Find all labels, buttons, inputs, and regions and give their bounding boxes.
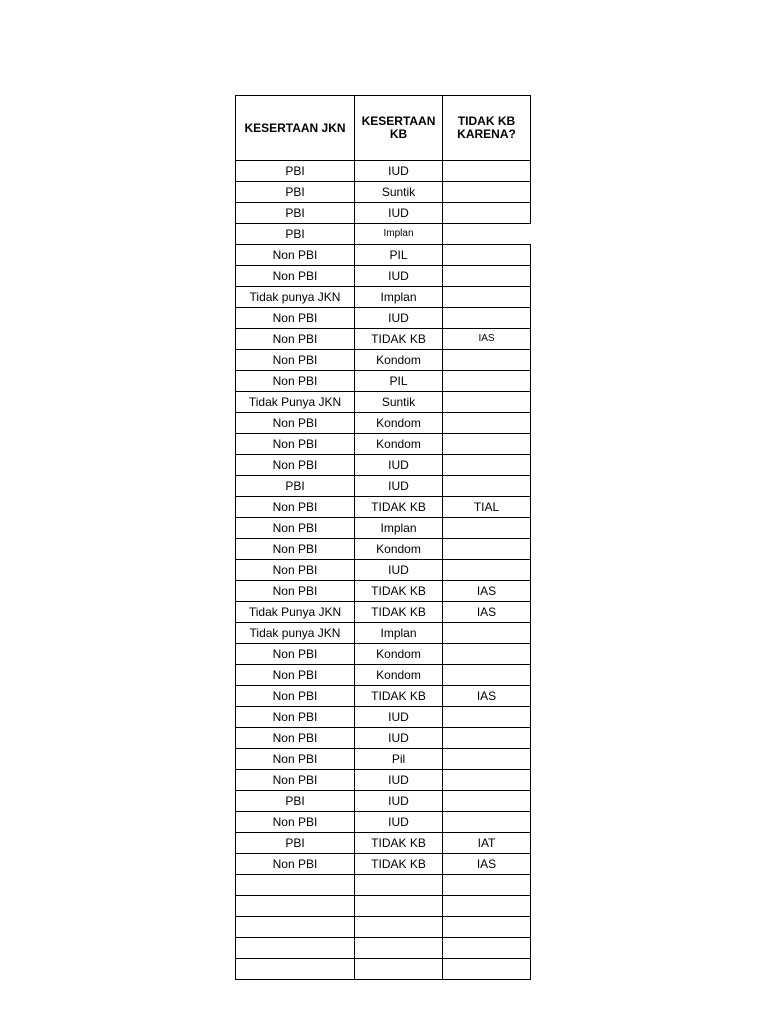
table-row <box>236 833 531 854</box>
cell-tidak-kb-karena: IAS <box>443 329 531 350</box>
cell-kesertaan-kb: IUD <box>355 308 443 329</box>
cell-tidak-kb-karena <box>443 959 531 980</box>
header-kesertaan-kb: KESERTAAN KB <box>355 96 443 161</box>
cell-tidak-kb-karena: IAS <box>443 854 531 875</box>
cell-kesertaan-kb <box>355 917 443 938</box>
table-row <box>236 791 531 812</box>
table-row <box>236 182 531 203</box>
table-row <box>236 287 531 308</box>
cell-tidak-kb-karena <box>443 182 531 203</box>
cell-kesertaan-jkn: Non PBI <box>236 560 355 581</box>
cell-kesertaan-jkn <box>236 938 355 959</box>
table-row <box>236 560 531 581</box>
cell-kesertaan-jkn: PBI <box>236 161 355 182</box>
cell-kesertaan-jkn: Non PBI <box>236 854 355 875</box>
cell-kesertaan-jkn: Non PBI <box>236 770 355 791</box>
cell-kesertaan-kb: TIDAK KB <box>355 854 443 875</box>
cell-kesertaan-jkn: Non PBI <box>236 350 355 371</box>
cell-tidak-kb-karena: IAT <box>443 833 531 854</box>
cell-kesertaan-kb: TIDAK KB <box>355 686 443 707</box>
cell-kesertaan-kb: Kondom <box>355 350 443 371</box>
cell-tidak-kb-karena <box>443 770 531 791</box>
cell-kesertaan-jkn: PBI <box>236 203 355 224</box>
cell-kesertaan-jkn: Non PBI <box>236 497 355 518</box>
cell-kesertaan-jkn: Tidak Punya JKN <box>236 392 355 413</box>
cell-tidak-kb-karena: IAS <box>443 602 531 623</box>
cell-tidak-kb-karena <box>443 371 531 392</box>
cell-kesertaan-kb: TIDAK KB <box>355 329 443 350</box>
cell-kesertaan-kb: Implan <box>355 518 443 539</box>
cell-tidak-kb-karena <box>443 728 531 749</box>
cell-kesertaan-jkn: Non PBI <box>236 686 355 707</box>
cell-tidak-kb-karena <box>443 938 531 959</box>
cell-kesertaan-kb: Implan <box>355 623 443 644</box>
cell-tidak-kb-karena <box>443 266 531 287</box>
cell-kesertaan-jkn: Non PBI <box>236 329 355 350</box>
table-row <box>236 896 531 917</box>
cell-tidak-kb-karena <box>443 917 531 938</box>
cell-tidak-kb-karena <box>443 644 531 665</box>
cell-tidak-kb-karena: IAS <box>443 581 531 602</box>
cell-tidak-kb-karena <box>443 665 531 686</box>
cell-kesertaan-kb: TIDAK KB <box>355 497 443 518</box>
table-row <box>236 413 531 434</box>
table-row <box>236 749 531 770</box>
cell-kesertaan-jkn: Non PBI <box>236 581 355 602</box>
cell-tidak-kb-karena <box>443 434 531 455</box>
cell-tidak-kb-karena <box>443 791 531 812</box>
cell-kesertaan-kb: Kondom <box>355 665 443 686</box>
cell-tidak-kb-karena <box>443 560 531 581</box>
cell-kesertaan-kb <box>355 938 443 959</box>
table-row <box>236 938 531 959</box>
cell-kesertaan-kb: IUD <box>355 791 443 812</box>
table-row <box>236 959 531 980</box>
cell-kesertaan-kb: PIL <box>355 245 443 266</box>
cell-kesertaan-kb: Suntik <box>355 182 443 203</box>
table-row <box>236 350 531 371</box>
cell-tidak-kb-karena <box>443 476 531 497</box>
cell-kesertaan-kb: IUD <box>355 560 443 581</box>
cell-kesertaan-jkn: Non PBI <box>236 371 355 392</box>
cell-kesertaan-kb: IUD <box>355 266 443 287</box>
cell-tidak-kb-karena <box>443 350 531 371</box>
table-row <box>236 476 531 497</box>
header-tidak-kb-karena: TIDAK KB KARENA? <box>443 96 531 161</box>
cell-tidak-kb-karena <box>443 455 531 476</box>
table-row <box>236 455 531 476</box>
cell-kesertaan-kb: Kondom <box>355 434 443 455</box>
cell-kesertaan-kb: IUD <box>355 812 443 833</box>
cell-kesertaan-kb: Kondom <box>355 539 443 560</box>
cell-tidak-kb-karena <box>443 623 531 644</box>
cell-kesertaan-jkn: Non PBI <box>236 644 355 665</box>
cell-tidak-kb-karena <box>443 749 531 770</box>
cell-kesertaan-kb: Implan <box>355 287 443 308</box>
cell-kesertaan-jkn: PBI <box>236 833 355 854</box>
cell-kesertaan-kb: TIDAK KB <box>355 581 443 602</box>
table-row <box>236 203 531 224</box>
cell-kesertaan-jkn: Non PBI <box>236 455 355 476</box>
table-row <box>236 665 531 686</box>
cell-kesertaan-kb <box>355 875 443 896</box>
table-row <box>236 161 531 182</box>
cell-kesertaan-jkn: Non PBI <box>236 266 355 287</box>
cell-kesertaan-jkn: Non PBI <box>236 518 355 539</box>
header-kesertaan-jkn: KESERTAAN JKN <box>236 96 355 161</box>
cell-tidak-kb-karena: TIAL <box>443 497 531 518</box>
cell-kesertaan-kb: IUD <box>355 728 443 749</box>
cell-tidak-kb-karena <box>443 203 531 224</box>
table-row <box>236 602 531 623</box>
cell-kesertaan-kb: IUD <box>355 203 443 224</box>
cell-tidak-kb-karena <box>443 812 531 833</box>
cell-kesertaan-jkn: Tidak punya JKN <box>236 623 355 644</box>
cell-tidak-kb-karena <box>443 392 531 413</box>
data-table <box>235 95 531 980</box>
cell-kesertaan-jkn: PBI <box>236 791 355 812</box>
table-row <box>236 854 531 875</box>
cell-tidak-kb-karena <box>443 896 531 917</box>
cell-tidak-kb-karena <box>443 875 531 896</box>
table-row <box>236 875 531 896</box>
table-row <box>236 497 531 518</box>
cell-kesertaan-kb: IUD <box>355 161 443 182</box>
table-row <box>236 917 531 938</box>
cell-tidak-kb-karena <box>443 308 531 329</box>
table-row <box>236 644 531 665</box>
cell-kesertaan-jkn: Non PBI <box>236 665 355 686</box>
cell-tidak-kb-karena <box>443 413 531 434</box>
cell-kesertaan-jkn: Non PBI <box>236 308 355 329</box>
cell-kesertaan-kb: Implan <box>355 224 443 245</box>
cell-kesertaan-kb: Kondom <box>355 413 443 434</box>
table-row <box>236 434 531 455</box>
table-row <box>236 728 531 749</box>
table-row <box>236 245 531 266</box>
cell-kesertaan-jkn: Non PBI <box>236 749 355 770</box>
cell-kesertaan-kb: Kondom <box>355 644 443 665</box>
table-row <box>236 518 531 539</box>
cell-tidak-kb-karena <box>443 161 531 182</box>
cell-kesertaan-jkn: Non PBI <box>236 707 355 728</box>
cell-kesertaan-jkn: PBI <box>236 476 355 497</box>
table-row <box>236 686 531 707</box>
cell-kesertaan-jkn <box>236 917 355 938</box>
cell-tidak-kb-karena: IAS <box>443 686 531 707</box>
cell-kesertaan-jkn: Non PBI <box>236 245 355 266</box>
header-row <box>236 96 531 161</box>
cell-kesertaan-kb: IUD <box>355 476 443 497</box>
cell-kesertaan-kb: TIDAK KB <box>355 833 443 854</box>
cell-kesertaan-jkn: Non PBI <box>236 413 355 434</box>
table-row <box>236 371 531 392</box>
cell-kesertaan-kb: PIL <box>355 371 443 392</box>
table-row <box>236 623 531 644</box>
cell-kesertaan-kb <box>355 959 443 980</box>
cell-kesertaan-jkn: Non PBI <box>236 539 355 560</box>
table-row <box>236 392 531 413</box>
table-row <box>236 266 531 287</box>
table-row <box>236 308 531 329</box>
cell-tidak-kb-karena <box>443 539 531 560</box>
cell-kesertaan-jkn: Non PBI <box>236 434 355 455</box>
table-row <box>236 539 531 560</box>
cell-kesertaan-jkn: Non PBI <box>236 812 355 833</box>
cell-kesertaan-jkn: PBI <box>236 182 355 203</box>
cell-tidak-kb-karena <box>443 518 531 539</box>
table-row <box>236 224 531 245</box>
cell-kesertaan-jkn <box>236 875 355 896</box>
table-row <box>236 707 531 728</box>
cell-kesertaan-kb: IUD <box>355 707 443 728</box>
table-row <box>236 329 531 350</box>
cell-kesertaan-kb: IUD <box>355 770 443 791</box>
cell-tidak-kb-karena <box>443 707 531 728</box>
table-row <box>236 812 531 833</box>
cell-kesertaan-kb: IUD <box>355 455 443 476</box>
cell-kesertaan-kb: TIDAK KB <box>355 602 443 623</box>
cell-kesertaan-jkn: PBI <box>236 224 355 245</box>
cell-tidak-kb-karena <box>443 287 531 308</box>
cell-tidak-kb-karena <box>443 245 531 266</box>
table-row <box>236 581 531 602</box>
cell-kesertaan-jkn: Tidak Punya JKN <box>236 602 355 623</box>
cell-tidak-kb-karena <box>443 224 531 245</box>
cell-kesertaan-jkn <box>236 959 355 980</box>
cell-kesertaan-jkn: Non PBI <box>236 728 355 749</box>
cell-kesertaan-jkn: Tidak punya JKN <box>236 287 355 308</box>
cell-kesertaan-kb: Pil <box>355 749 443 770</box>
cell-kesertaan-kb: Suntik <box>355 392 443 413</box>
table-body <box>236 161 531 980</box>
cell-kesertaan-kb <box>355 896 443 917</box>
cell-kesertaan-jkn <box>236 896 355 917</box>
table-row <box>236 770 531 791</box>
